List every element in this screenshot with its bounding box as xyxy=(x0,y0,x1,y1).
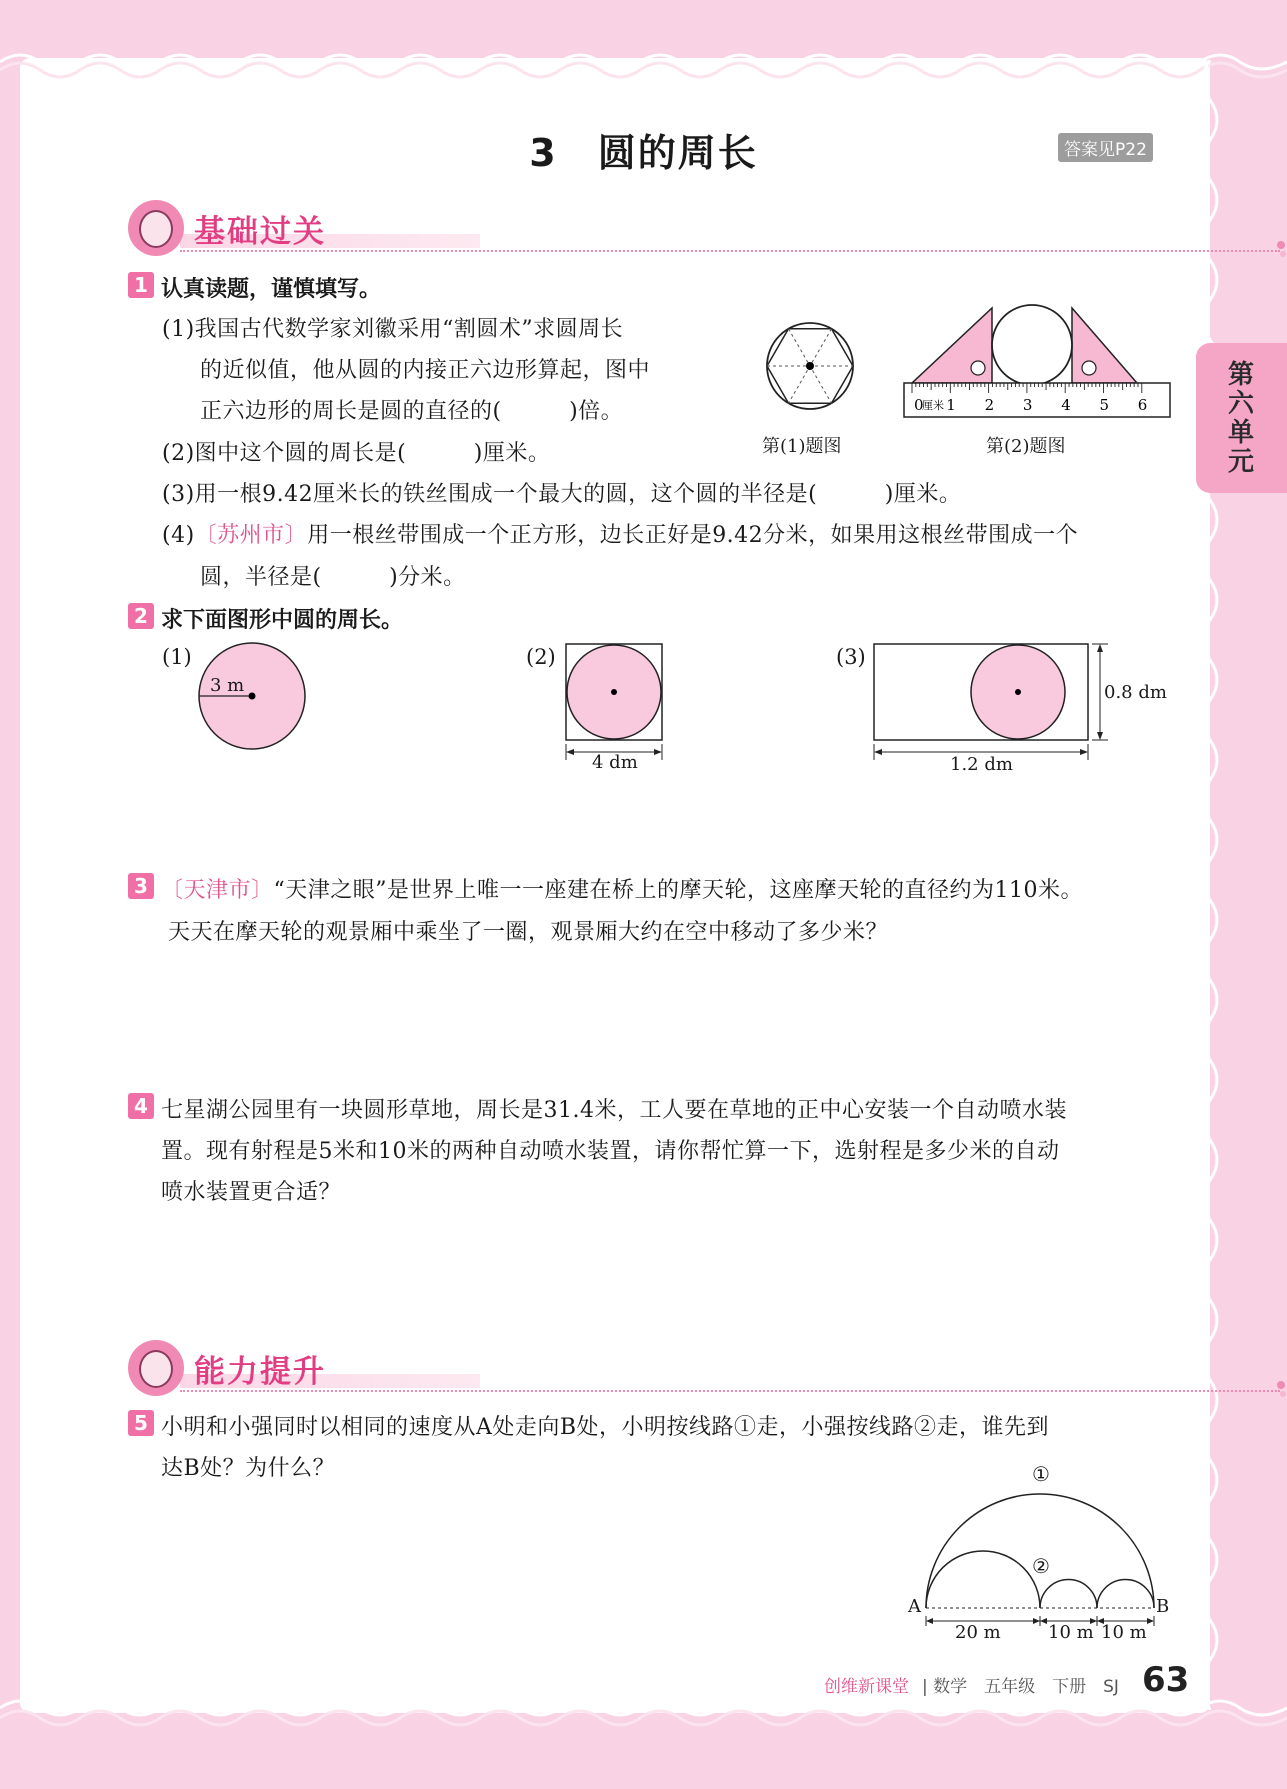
q3-line1-text: “天津之眼”是世界上唯一一座建在桥上的摩天轮，这座摩天轮的直径约为110米。 xyxy=(273,878,1084,903)
footer-brand: 创维新课堂 xyxy=(824,1677,909,1697)
q2-figure2-side-label: 4 dm xyxy=(592,752,638,773)
ruler-tick-label: 3 xyxy=(1022,396,1033,414)
question-1-heading: 认真读题，谨慎填写。 xyxy=(161,277,382,302)
ruler-tick-label: 6 xyxy=(1137,396,1148,414)
q5-segment-10m-a: 10 m xyxy=(1048,1622,1094,1643)
q4-line1: 七星湖公园里有一块圆形草地，周长是31.4米，工人要在草地的正中心安装一个自动喷水装 xyxy=(161,1098,1067,1123)
section-dots-icon xyxy=(1276,240,1287,258)
question-number-2: 2 xyxy=(128,603,154,629)
question-2-heading: 求下面图形中圆的周长。 xyxy=(161,608,404,633)
footer-book-info: | 数学 五年级 下册 SJ xyxy=(922,1677,1119,1697)
q3-line1 xyxy=(161,873,1083,904)
q2-figure3-label: (3) xyxy=(836,645,866,669)
mascot-icon xyxy=(128,200,184,256)
q4-line3: 喷水装置更合适？ xyxy=(161,1180,342,1205)
q1-part4-prefix: (4) xyxy=(162,523,195,548)
answer-reference-badge: 答案见P22 xyxy=(1058,133,1153,162)
q5-segment-20m: 20 m xyxy=(955,1622,1001,1643)
section-dotted-line xyxy=(180,250,1280,252)
q5-route2-label: ② xyxy=(1032,1554,1050,1578)
section-title-basic: 基础过关 xyxy=(194,214,326,250)
region-tag-tianjin: 〔天津市〕 xyxy=(161,878,274,903)
section-dots-icon xyxy=(1276,1380,1287,1398)
q5-point-a: A xyxy=(908,1596,921,1617)
section-title-advanced: 能力提升 xyxy=(194,1354,326,1390)
section-header-basic xyxy=(128,200,1178,260)
question-number-4: 4 xyxy=(128,1093,154,1119)
q3-line2: 天天在摩天轮的观景厢中乘坐了一圈，观景厢大约在空中移动了多少米？ xyxy=(168,920,889,945)
wavy-border-right xyxy=(1192,60,1232,1710)
section-dotted-line xyxy=(180,1390,1280,1392)
question-number-5: 5 xyxy=(128,1410,154,1436)
q5-route1-label: ① xyxy=(1032,1462,1050,1486)
region-tag-suzhou: 〔苏州市〕 xyxy=(194,523,308,548)
page-title: 3 圆的周长 xyxy=(529,131,758,175)
ruler-unit-label: 厘米 xyxy=(922,399,944,412)
q1-part3: (3)用一根9.42厘米长的铁丝围成一个最大的圆，这个圆的半径是( )厘米。 xyxy=(162,482,962,507)
q2-figure1-circle xyxy=(196,640,308,752)
wavy-border-top xyxy=(0,40,1287,80)
q1-part4-text: 用一根丝带围成一个正方形，边长正好是9.42分米，如果用这根丝带围成一个 xyxy=(307,523,1079,548)
q1-part1-line1: (1)我国古代数学家刘徽采用“割圆术”求圆周长 xyxy=(162,317,624,342)
unit-side-tab xyxy=(1196,343,1287,493)
question-number-1: 1 xyxy=(128,272,154,298)
wavy-border-bottom xyxy=(0,1694,1287,1734)
q2-figure1-label: (1) xyxy=(162,645,192,669)
figure-2-caption: 第(2)题图 xyxy=(986,436,1066,457)
ruler-tick-label: 5 xyxy=(1099,396,1110,414)
ruler-tick-label: 4 xyxy=(1061,396,1071,414)
q2-figure1-radius-label: 3 m xyxy=(210,675,245,696)
q2-figure3-rectangle-circle xyxy=(870,640,1110,768)
figure-1-caption: 第(1)题图 xyxy=(762,436,842,457)
q1-part4-line1 xyxy=(162,518,1078,549)
figure-hexagon-in-circle xyxy=(762,318,858,414)
q5-point-b: B xyxy=(1156,1596,1170,1617)
q2-figure2-label: (2) xyxy=(526,645,556,669)
q1-part2: (2)图中这个圆的周长是( )厘米。 xyxy=(162,441,551,466)
q4-line2: 置。现有射程是5米和10米的两种自动喷水装置，请你帮忙算一下，选射程是多少米的自动 xyxy=(161,1139,1060,1164)
q1-part1-line3: 正六边形的周长是圆的直径的( )倍。 xyxy=(200,399,624,424)
q2-figure3-width-label: 1.2 dm xyxy=(950,754,1013,775)
q5-line1: 小明和小强同时以相同的速度从A处走向B处，小明按线路①走，小强按线路②走，谁先到 xyxy=(161,1415,1050,1440)
mascot-icon xyxy=(128,1340,184,1396)
q5-line2: 达B处？为什么？ xyxy=(161,1456,336,1481)
unit-side-tab-label: 第六单元 xyxy=(1227,360,1254,477)
question-number-3: 3 xyxy=(128,873,154,899)
q1-part4-line2: 圆，半径是( )分米。 xyxy=(200,565,466,590)
ruler-tick-label: 1 xyxy=(946,396,956,414)
ruler-tick-label: 0 xyxy=(914,396,924,414)
q5-segment-10m-b: 10 m xyxy=(1101,1622,1147,1643)
ruler-tick-label: 2 xyxy=(984,396,995,414)
q2-figure2-square-circle xyxy=(562,642,670,766)
page-number: 63 xyxy=(1142,1660,1190,1700)
section-header-advanced xyxy=(128,1340,1178,1400)
q2-figure3-height-label: 0.8 dm xyxy=(1104,682,1167,703)
figure-ruler-circle xyxy=(902,298,1172,422)
q1-part1-line2: 的近似值，他从圆的内接正六边形算起，图中 xyxy=(200,358,651,383)
